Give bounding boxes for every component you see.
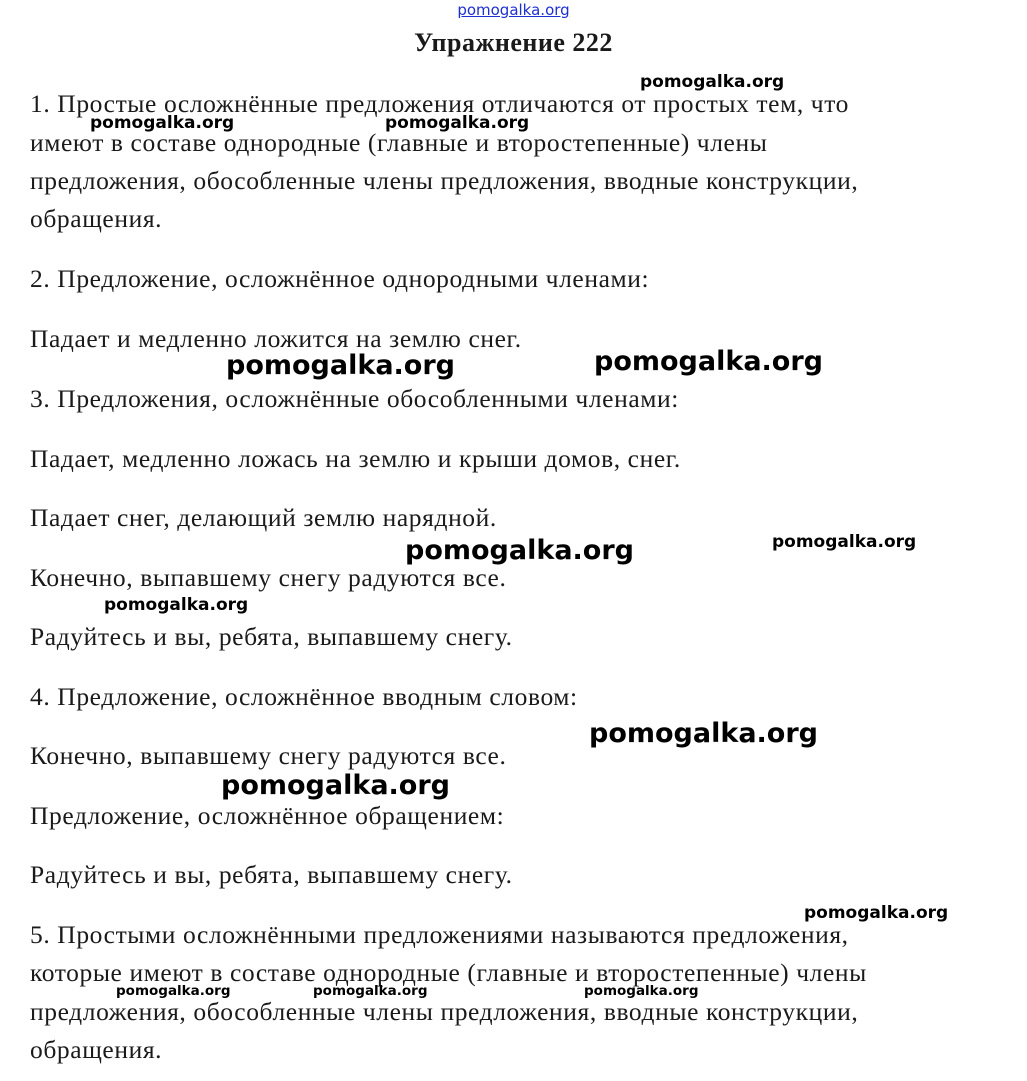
paragraph-4-example: Конечно, выпавшему снегу радуются все. — [30, 741, 507, 770]
watermark: pomogalka.org — [804, 903, 949, 923]
paragraph-3-example-4: Радуйтесь и вы, ребята, выпавшему снегу. — [30, 622, 513, 651]
paragraph-4-heading: 4. Предложение, осложнённое вводным словом: — [30, 682, 578, 711]
paragraph-2-heading: 2. Предложение, осложнённое однородными членами: — [30, 264, 650, 293]
watermark: pomogalka.org — [589, 718, 818, 749]
source-link[interactable]: pomogalka.org — [457, 1, 570, 19]
paragraph-1-line-1: 1. Простые осложнённые предложения отличаются от простых тем, что — [30, 89, 849, 118]
paragraph-1-line-4: обращения. — [30, 204, 163, 233]
paragraph-3-example-1: Падает, медленно ложась на землю и крыши домов, снег. — [30, 444, 681, 473]
paragraph-3-heading: 3. Предложения, осложнённые обособленными членами: — [30, 384, 679, 413]
watermark: pomogalka.org — [226, 350, 455, 381]
paragraph-4b-example: Радуйтесь и вы, ребята, выпавшему снегу. — [30, 860, 513, 889]
paragraph-5-line-2: которые имеют в составе однородные (главные и второстепенные) члены — [30, 958, 867, 987]
paragraph-3-example-3: Конечно, выпавшему снегу радуются все. — [30, 563, 507, 592]
watermark: pomogalka.org — [313, 983, 428, 999]
watermark: pomogalka.org — [116, 983, 231, 999]
paragraph-2-example: Падает и медленно ложится на землю снег. — [30, 324, 522, 353]
paragraph-3-example-2: Падает снег, делающий землю нарядной. — [30, 503, 497, 532]
watermark: pomogalka.org — [584, 983, 699, 999]
watermark: pomogalka.org — [104, 595, 249, 615]
page-title: Упражнение 222 — [414, 28, 613, 57]
watermark: pomogalka.org — [385, 113, 530, 133]
paragraph-1-line-3: предложения, обособленные члены предложения, вводные конструкции, — [30, 166, 859, 195]
paragraph-5-line-3: предложения, обособленные члены предложения, вводные конструкции, — [30, 997, 859, 1026]
paragraph-5-line-4: обращения. — [30, 1035, 163, 1064]
paragraph-1-line-2: имеют в составе однородные (главные и второстепенные) члены — [30, 128, 768, 157]
paragraph-4b-heading: Предложение, осложнённое обращением: — [30, 801, 505, 830]
watermark: pomogalka.org — [594, 346, 823, 377]
watermark: pomogalka.org — [90, 113, 235, 133]
watermark: pomogalka.org — [640, 72, 785, 92]
paragraph-5-line-1: 5. Простыми осложнёнными предложениями называются предложения, — [30, 920, 849, 949]
watermark: pomogalka.org — [772, 532, 917, 552]
watermark: pomogalka.org — [221, 770, 450, 801]
watermark: pomogalka.org — [405, 535, 634, 566]
